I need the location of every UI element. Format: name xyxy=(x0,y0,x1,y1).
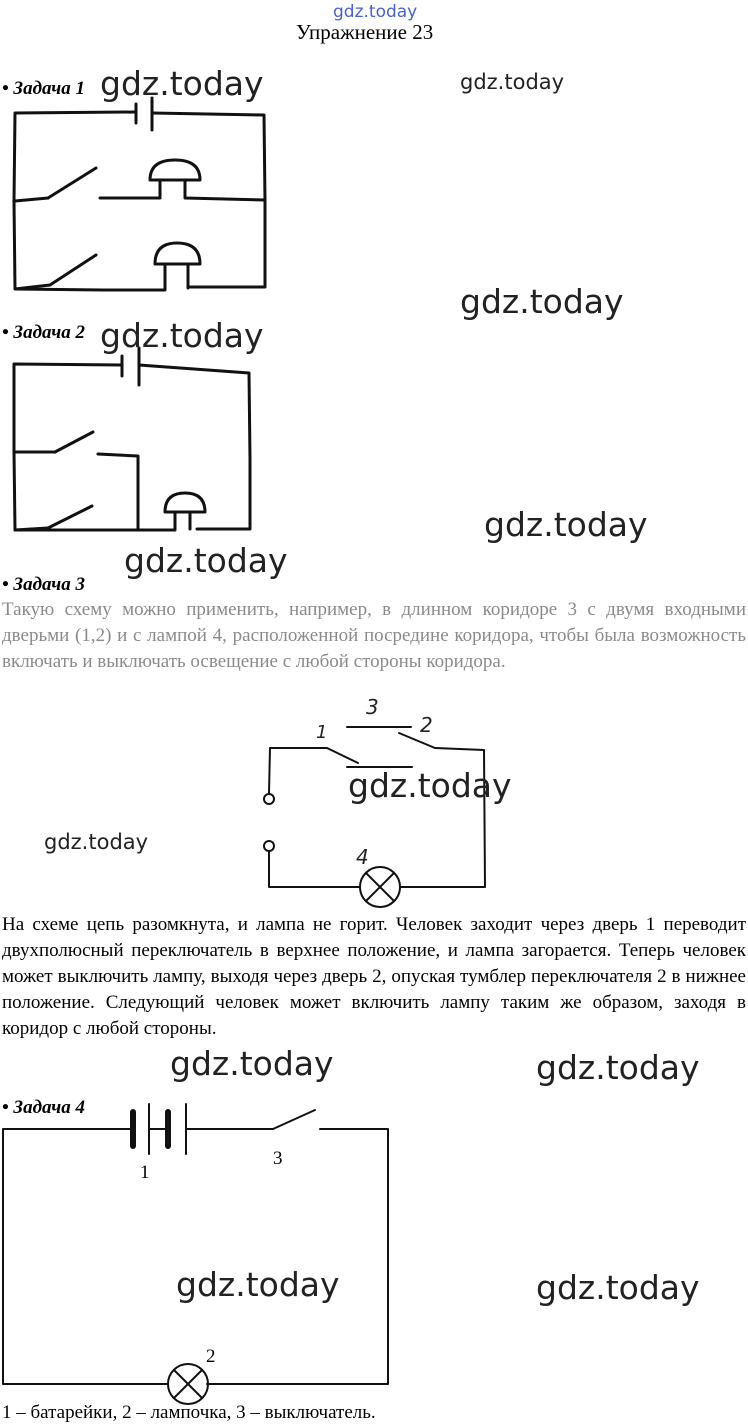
task3-label-4: 4 xyxy=(356,845,369,869)
watermark: gdz.today xyxy=(484,505,648,544)
watermark: gdz.today xyxy=(124,541,288,580)
task2-heading: • Задача 2 xyxy=(2,322,85,343)
task4-label-3: 3 xyxy=(273,1148,283,1169)
task3-explanation-text: На схеме цепь разомкнута, и лампа не горит. Человек заходит через дверь 1 переводит двухполюсный переключатель в верхнее положение, и лампа загорается. Теперь человек может выключить лампу, выходя через дверь 2, опуская тумблер переключателя 2 в нижнее положение. Следующий человек может включить лампу таким же образом, заходя в коридор с любой стороны. xyxy=(2,914,746,1039)
task4-label-2: 2 xyxy=(206,1346,216,1367)
task4-legend: 1 – батарейки, 2 – лампочка, 3 – выключатель. xyxy=(2,1402,376,1423)
top-watermark: gdz.today xyxy=(333,2,418,22)
watermark: gdz.today xyxy=(460,70,565,94)
watermark: gdz.today xyxy=(44,830,149,854)
task3-label-1: 1 xyxy=(316,722,328,743)
task3-intro-text: Такую схему можно применить, например, в длинном коридоре 3 с двумя входными дверьми (1,2) и с лампой 4, расположенной посредине коридора, чтобы была возможность включать и выключать освещение с любой стороны коридора. xyxy=(2,599,746,672)
task3-heading: • Задача 3 xyxy=(2,574,85,595)
watermark: gdz.today xyxy=(536,1268,700,1307)
task3-label-3: 3 xyxy=(366,695,379,719)
watermark: gdz.today xyxy=(170,1044,334,1083)
task4-heading: • Задача 4 xyxy=(2,1097,85,1118)
watermark: gdz.today xyxy=(348,766,512,805)
task3-label-2: 2 xyxy=(420,713,433,737)
watermark: gdz.today xyxy=(536,1048,700,1087)
watermark: gdz.today xyxy=(176,1265,340,1304)
watermark: gdz.today xyxy=(100,316,264,355)
task4-label-1: 1 xyxy=(140,1162,150,1183)
watermark: gdz.today xyxy=(460,282,624,321)
watermark: gdz.today xyxy=(100,64,264,103)
task1-heading: • Задача 1 xyxy=(2,78,85,99)
page-title: Упражнение 23 xyxy=(296,20,434,44)
